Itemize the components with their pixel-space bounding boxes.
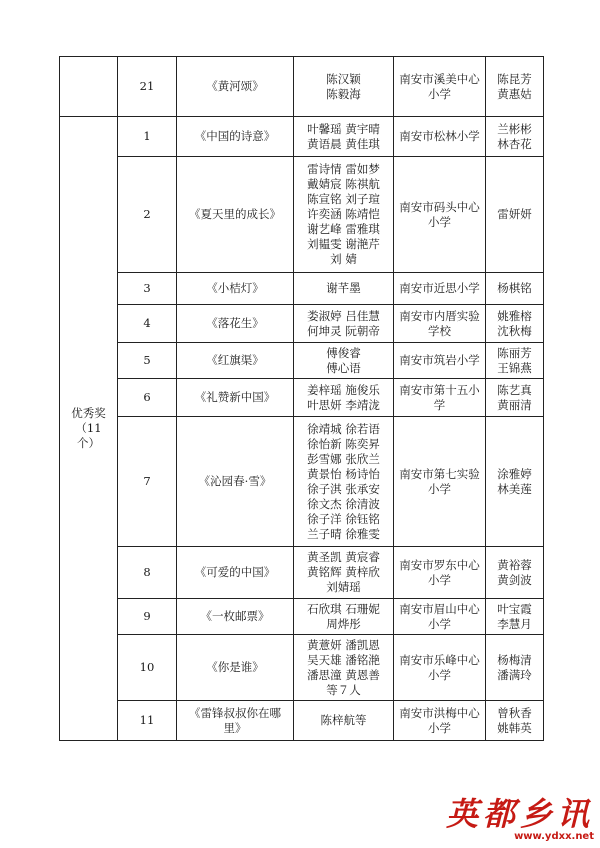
entry-number: 3 (118, 273, 177, 305)
teacher-line: 黄剑波 (497, 572, 532, 587)
school-line: 南安市第十五小 (399, 382, 480, 397)
school-line: 南安市近思小学 (399, 281, 480, 295)
category-line: 个） (77, 436, 100, 450)
student-line: 刘韫雯 谢滟芹 (307, 237, 380, 251)
teacher-line: 陈艺真 (497, 382, 532, 397)
entry-number: 7 (118, 417, 177, 547)
entry-title: 《你是谁》 (177, 635, 294, 701)
school-line: 南安市洪梅中心 (399, 705, 480, 720)
student-line: 戴婧宸 陈祺航 (307, 177, 380, 191)
teacher-line: 兰彬彬 (497, 121, 532, 136)
entry-students (294, 417, 394, 547)
school-line: 小学 (428, 720, 451, 735)
table-row (60, 635, 544, 701)
teacher-line: 黄惠姑 (497, 86, 532, 101)
watermark-brand: 英都乡讯 (445, 795, 594, 833)
school-line: 小学 (428, 86, 451, 101)
entry-title: 《落花生》 (177, 305, 294, 343)
table-row (60, 305, 544, 343)
student-line: 黄圣凯 黄宸睿 (307, 550, 380, 564)
entry-students (294, 599, 394, 635)
entry-title: 《一枚邮票》 (177, 599, 294, 635)
entry-number: 8 (118, 547, 177, 599)
school-line: 小学 (428, 214, 451, 229)
teacher-line: 林杏花 (497, 136, 532, 151)
teacher-line: 姚韩英 (497, 720, 532, 735)
student-line: 傅俊睿 (326, 345, 361, 360)
entry-title: 《夏天里的成长》 (177, 157, 294, 273)
student-line: 刘婧瑶 (326, 580, 361, 594)
entry-school (394, 343, 486, 379)
table-row (60, 273, 544, 305)
student-line: 徐子洋 徐钰铭 (307, 511, 380, 526)
school-line: 小学 (428, 667, 451, 682)
entry-teachers (486, 417, 544, 547)
entry-teachers (486, 273, 544, 305)
entry-students (294, 305, 394, 343)
student-line: 吴天雄 潘铭滟 (307, 652, 380, 667)
teacher-line: 沈秋梅 (497, 323, 532, 338)
entry-students (294, 547, 394, 599)
entry-students (294, 157, 394, 273)
student-line: 兰子晴 徐雅雯 (307, 526, 380, 541)
student-line: 潘思潼 黄恩善 (307, 667, 380, 682)
entry-title: 《雷锋叔叔你在哪里》 (177, 701, 294, 741)
table-row (60, 599, 544, 635)
entry-number: 4 (118, 305, 177, 343)
entry-students (294, 379, 394, 417)
entry-teachers (486, 57, 544, 117)
teacher-line: 陈昆芳 (497, 71, 532, 86)
entry-school (394, 379, 486, 417)
category-line: （11 (75, 421, 102, 435)
entry-title: 《沁园春·雪》 (177, 417, 294, 547)
student-line: 雷诗情 雷如梦 (307, 162, 380, 176)
entry-teachers (486, 547, 544, 599)
awards-table (59, 56, 544, 741)
entry-number: 2 (118, 157, 177, 273)
teacher-line: 涂雅婷 (497, 466, 532, 481)
student-line: 彭雪娜 张欣兰 (307, 451, 380, 466)
student-line: 陈汉颖 (326, 71, 361, 86)
student-line: 许奕涵 陈靖恺 (307, 207, 380, 221)
school-line: 南安市筑岩小学 (399, 353, 480, 367)
entry-teachers (486, 343, 544, 379)
school-line: 学校 (428, 323, 451, 338)
student-line: 徐文杰 徐清波 (307, 496, 380, 511)
entry-school (394, 701, 486, 741)
school-line: 南安市内厝实验 (399, 308, 480, 323)
teacher-line: 叶宝霞 (497, 601, 532, 616)
entry-title: 《黄河颂》 (177, 57, 294, 117)
student-line: 黄铭辉 黄梓欣 (307, 565, 380, 579)
entry-teachers (486, 117, 544, 157)
entry-students (294, 701, 394, 741)
entry-title: 《礼赞新中国》 (177, 379, 294, 417)
entry-school (394, 157, 486, 273)
teacher-line: 曾秋香 (497, 705, 532, 720)
category-line: 优秀奖 (71, 406, 106, 420)
table-row (60, 701, 544, 741)
teacher-line: 陈丽芳 (497, 345, 532, 360)
student-line: 叶思妍 李靖泷 (307, 397, 380, 412)
student-line: 徐子淇 张承安 (307, 481, 380, 496)
teacher-line: 潘满玲 (497, 667, 532, 682)
student-line: 等７人 (326, 682, 361, 697)
school-line: 南安市松林小学 (399, 129, 480, 143)
entry-school (394, 117, 486, 157)
school-line: 南安市乐峰中心 (399, 652, 480, 667)
entry-students (294, 343, 394, 379)
student-line: 黄景怡 杨诗怡 (307, 466, 380, 481)
school-line: 小学 (428, 481, 451, 496)
table-row (60, 547, 544, 599)
entry-number: 10 (118, 635, 177, 701)
category-cell-previous (60, 57, 118, 117)
table-row (60, 57, 544, 117)
entry-title: 《中国的诗意》 (177, 117, 294, 157)
student-line: 陈宣铭 刘子瑄 (307, 192, 380, 206)
school-line: 小学 (428, 616, 451, 631)
school-line: 南安市码头中心 (399, 199, 480, 214)
entry-number: 1 (118, 117, 177, 157)
entry-teachers (486, 635, 544, 701)
student-line: 傅心语 (326, 360, 361, 375)
entry-school (394, 635, 486, 701)
entry-number: 9 (118, 599, 177, 635)
table-row (60, 343, 544, 379)
entry-school (394, 57, 486, 117)
teacher-line: 黄裕蓉 (497, 557, 532, 572)
teacher-line: 雷妍妍 (497, 207, 532, 221)
table-row (60, 417, 544, 547)
entry-number: 5 (118, 343, 177, 379)
entry-number: 11 (118, 701, 177, 741)
table-row (60, 157, 544, 273)
entry-title: 《小桔灯》 (177, 273, 294, 305)
teacher-line: 杨棋铭 (497, 281, 532, 295)
student-line: 周烨彤 (326, 616, 361, 631)
entry-school (394, 547, 486, 599)
table-row (60, 379, 544, 417)
student-line: 陈梓航等 (320, 713, 367, 727)
entry-students (294, 635, 394, 701)
table-row (60, 117, 544, 157)
student-line: 姜梓瑶 施俊乐 (307, 382, 380, 397)
entry-title: 《可爱的中国》 (177, 547, 294, 599)
student-line: 何坤灵 阮朝帝 (307, 323, 380, 338)
awards-table-body (60, 57, 544, 741)
entry-school (394, 305, 486, 343)
teacher-line: 王锦燕 (497, 360, 532, 375)
student-line: 娄淑婷 吕佳慧 (307, 308, 380, 323)
entry-number: 21 (118, 57, 177, 117)
student-line: 徐靖城 徐若语 (307, 421, 380, 436)
school-line: 南安市第七实验 (399, 466, 480, 481)
student-line: 黄语晨 黄佳琪 (307, 136, 380, 151)
entry-school (394, 273, 486, 305)
entry-teachers (486, 599, 544, 635)
student-line: 徐怡新 陈奕昇 (307, 436, 380, 451)
school-line: 南安市眉山中心 (399, 601, 480, 616)
entry-title: 《红旗渠》 (177, 343, 294, 379)
entry-teachers (486, 379, 544, 417)
student-line: 谢芊墨 (326, 281, 361, 295)
teacher-line: 姚雅榕 (497, 308, 532, 323)
site-watermark (446, 797, 594, 842)
award-category-cell (60, 117, 118, 741)
student-line: 谢艺峰 雷雅琪 (307, 222, 380, 236)
student-line: 叶馨瑶 黄宇晴 (307, 121, 380, 136)
watermark-url: www.ydxx.net (514, 831, 594, 842)
teacher-line: 林美莲 (497, 481, 532, 496)
teacher-line: 杨梅清 (497, 652, 532, 667)
entry-students (294, 273, 394, 305)
entry-school (394, 599, 486, 635)
entry-school (394, 417, 486, 547)
student-line: 石欣琪 石珊妮 (307, 601, 380, 616)
entry-students (294, 57, 394, 117)
school-line: 小学 (428, 572, 451, 587)
student-line: 陈毅海 (326, 86, 361, 101)
entry-students (294, 117, 394, 157)
entry-teachers (486, 305, 544, 343)
teacher-line: 黄丽清 (497, 397, 532, 412)
school-line: 南安市罗东中心 (399, 557, 480, 572)
entry-number: 6 (118, 379, 177, 417)
student-line: 刘 婧 (330, 252, 357, 266)
teacher-line: 李慧月 (497, 616, 532, 631)
student-line: 黄薏妍 潘凯恩 (307, 637, 380, 652)
entry-teachers (486, 701, 544, 741)
school-line: 南安市溪美中心 (399, 71, 480, 86)
entry-teachers (486, 157, 544, 273)
school-line: 学 (433, 397, 446, 412)
